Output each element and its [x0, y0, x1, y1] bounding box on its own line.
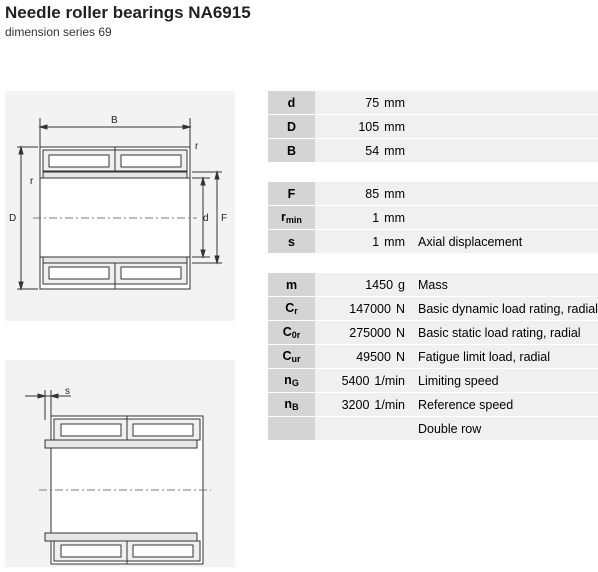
- spec-symbol: [268, 297, 315, 321]
- spec-symbol-subscript: ur: [291, 354, 301, 364]
- spec-symbol: [268, 369, 315, 393]
- spec-description: Basic static load rating, radial: [411, 321, 598, 345]
- spec-value-number: 49500: [356, 349, 391, 364]
- spec-symbol-letter: n: [284, 397, 293, 411]
- spec-row: [268, 139, 598, 163]
- bearing-section-drawing: [5, 91, 235, 321]
- spec-value-number: 147000: [349, 301, 391, 316]
- spec-value-number: 1: [372, 234, 380, 249]
- spec-symbol-letter: d: [287, 95, 296, 110]
- label-B: B: [111, 115, 118, 126]
- spec-value: [315, 139, 411, 163]
- bearing-section-svg: [5, 91, 235, 321]
- spec-row: [268, 230, 598, 254]
- spec-value-unit: g: [398, 277, 405, 292]
- spec-row: [268, 393, 598, 417]
- spec-value-number: 54: [365, 143, 380, 158]
- spec-description: [411, 139, 598, 163]
- spec-value: [315, 273, 411, 297]
- spec-value-number: 5400: [341, 373, 370, 388]
- spec-symbol-subscript: B: [292, 402, 299, 412]
- spec-value: [315, 345, 411, 369]
- spec-description: [411, 182, 598, 206]
- spec-value-number: 1: [372, 210, 380, 225]
- spec-description: Limiting speed: [411, 369, 598, 393]
- spec-symbol: [268, 393, 315, 417]
- spec-value-unit: N: [395, 349, 405, 364]
- spec-symbol-letter: C: [282, 325, 292, 339]
- spec-symbol: [268, 273, 315, 297]
- spec-symbol-letter: r: [281, 210, 286, 224]
- spec-symbol-letter: B: [286, 143, 297, 158]
- spec-symbol-letter: D: [286, 119, 297, 134]
- spec-symbol-letter: s: [288, 234, 295, 249]
- spec-value-number: 1450: [365, 277, 394, 292]
- spec-symbol: [268, 91, 315, 115]
- spec-description: Mass: [411, 273, 598, 297]
- spec-table-body: [268, 91, 598, 441]
- spec-value-unit: N: [395, 301, 405, 316]
- spec-group-spacer: [268, 163, 598, 183]
- spec-symbol: [268, 230, 315, 254]
- spec-value-unit: mm: [384, 210, 405, 225]
- spec-value: [315, 321, 411, 345]
- spec-table-container: [268, 91, 598, 441]
- page-subtitle: dimension series 69: [5, 25, 112, 39]
- spec-value-number: 3200: [341, 397, 370, 412]
- label-s: s: [65, 386, 70, 397]
- spec-value-unit: mm: [384, 234, 405, 249]
- spec-symbol: [268, 206, 315, 230]
- spec-value-unit: N: [395, 325, 405, 340]
- spec-value-unit: mm: [384, 119, 405, 134]
- spec-description: [411, 206, 598, 230]
- spec-row: [268, 273, 598, 297]
- label-D: D: [9, 213, 17, 224]
- spec-value-number: 105: [358, 119, 380, 134]
- label-F: F: [221, 213, 228, 224]
- page-title: Needle roller bearings NA6915: [5, 3, 251, 22]
- spec-symbol-subscript: 0r: [291, 330, 301, 340]
- spec-symbol: [268, 345, 315, 369]
- spec-symbol-letter: n: [284, 373, 292, 387]
- spec-symbol-letter: C: [282, 349, 292, 363]
- spec-row: [268, 369, 598, 393]
- spec-symbol-letter: m: [285, 277, 298, 292]
- spec-value: [315, 297, 411, 321]
- spec-row: [268, 91, 598, 115]
- spec-value: [315, 369, 411, 393]
- spec-description: Reference speed: [411, 393, 598, 417]
- spec-symbol-subscript: G: [291, 378, 299, 388]
- spec-symbol-letter: F: [287, 186, 296, 201]
- spec-symbol: [268, 115, 315, 139]
- spec-value: [315, 417, 411, 441]
- spec-symbol: [268, 417, 315, 441]
- spec-table: [268, 91, 598, 441]
- spec-symbol: [268, 182, 315, 206]
- spec-value: [315, 393, 411, 417]
- spec-symbol: [268, 321, 315, 345]
- spec-value-unit: mm: [384, 186, 405, 201]
- spec-symbol: [268, 139, 315, 163]
- spec-value: [315, 206, 411, 230]
- label-r-left: r: [30, 176, 34, 187]
- spec-value-number: 85: [365, 186, 380, 201]
- spec-description: Basic dynamic load rating, radial: [411, 297, 598, 321]
- spec-row: [268, 321, 598, 345]
- spec-description: [411, 91, 598, 115]
- spec-value-unit: mm: [384, 143, 405, 158]
- spec-value-number: 275000: [349, 325, 391, 340]
- spec-symbol-subscript: r: [294, 306, 298, 316]
- spec-value-unit: 1/min: [374, 397, 405, 412]
- spec-description: Axial displacement: [411, 230, 598, 254]
- spec-description: Double row: [411, 417, 598, 441]
- spec-value-unit: mm: [384, 95, 405, 110]
- spec-row: [268, 417, 598, 441]
- spec-value-number: 75: [365, 95, 380, 110]
- spec-row: [268, 115, 598, 139]
- spec-symbol-letter: C: [285, 301, 295, 315]
- label-r-top: r: [195, 141, 199, 152]
- spec-value: [315, 230, 411, 254]
- spec-row: [268, 297, 598, 321]
- label-d: d: [203, 213, 209, 224]
- spec-value: [315, 115, 411, 139]
- spec-symbol-subscript: min: [285, 215, 302, 225]
- spec-row: [268, 345, 598, 369]
- spec-row: [268, 182, 598, 206]
- axial-displacement-drawing: [5, 360, 235, 567]
- spec-description: Fatigue limit load, radial: [411, 345, 598, 369]
- spec-row: [268, 206, 598, 230]
- spec-description: [411, 115, 598, 139]
- spec-group-spacer: [268, 254, 598, 274]
- spec-value: [315, 182, 411, 206]
- spec-value: [315, 91, 411, 115]
- spec-value-unit: 1/min: [374, 373, 405, 388]
- axial-displacement-svg: [5, 360, 235, 567]
